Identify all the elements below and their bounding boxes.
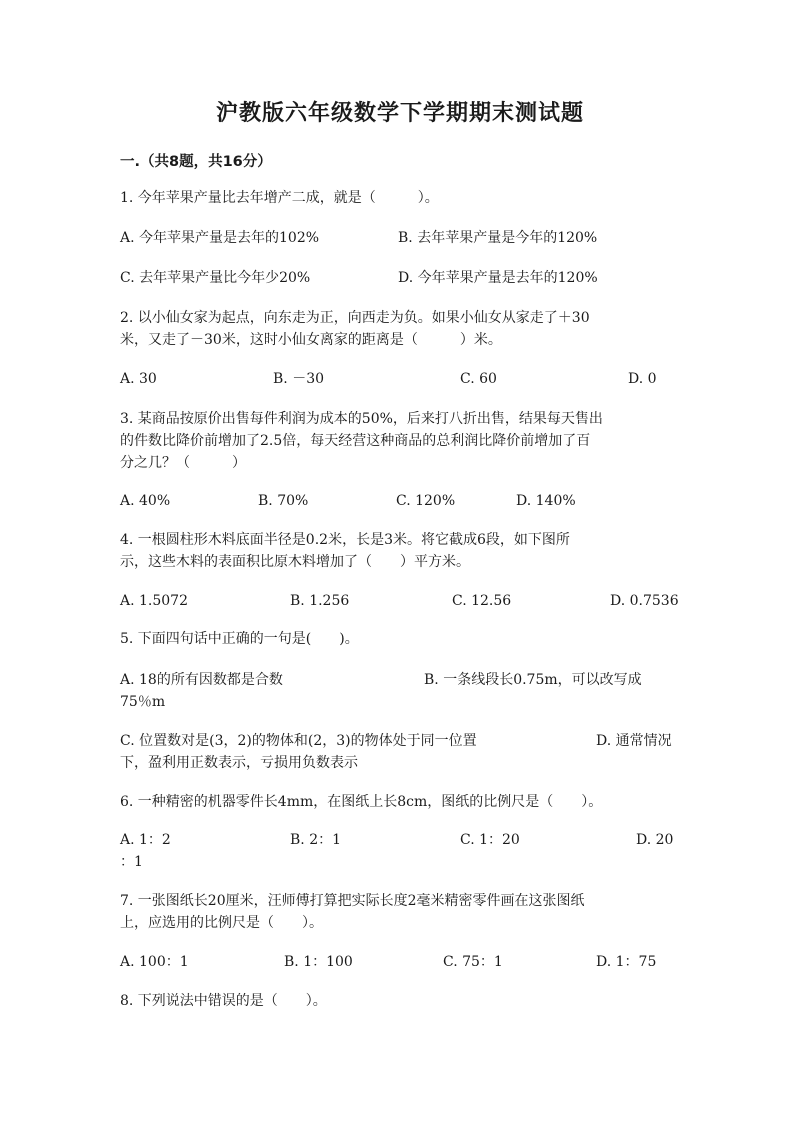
q2-option-d: D. 0 [628, 371, 657, 387]
question-1-stem: 1. 今年苹果产量比去年增产二成，就是（ ）。 [120, 190, 439, 206]
q2-option-c: C. 60 [460, 371, 497, 387]
q3-option-c: C. 120% [396, 493, 456, 509]
q5-option-b-cont: 75％m [120, 694, 166, 710]
q5-option-d-cont: 下，盈利用正数表示，亏损用负数表示 [120, 755, 358, 771]
q6-option-d: D. 20 [636, 832, 674, 848]
q5-option-d: D. 通常情况 [596, 733, 672, 749]
question-4-stem-line2: 示，这些木料的表面积比原木料增加了（ ）平方米。 [120, 554, 470, 570]
q7-option-a: A. 100：1 [120, 954, 189, 970]
question-7-stem-line2: 上，应选用的比例尺是（ ）。 [120, 915, 323, 931]
question-3-stem-line2: 的件数比降价前增加了2.5倍，每天经营这种商品的总利润比降价前增加了百 [120, 433, 591, 449]
question-7-stem-line1: 7. 一张图纸长20厘米，汪师傅打算把实际长度2毫米精密零件画在这张图纸 [120, 893, 585, 909]
q6-option-b: B. 2：1 [290, 832, 342, 848]
q7-option-d: D. 1：75 [596, 954, 657, 970]
q7-option-b: B. 1：100 [284, 954, 353, 970]
question-3-stem-line3: 分之几？（ ） [120, 455, 246, 471]
question-6-stem: 6. 一种精密的机器零件长4mm，在图纸上长8cm，图纸的比例尺是（ ）。 [120, 794, 603, 810]
q6-option-c: C. 1：20 [460, 832, 520, 848]
q1-option-b: B. 去年苹果产量是今年的120% [398, 230, 598, 246]
q3-option-d: D. 140% [516, 493, 576, 509]
q1-option-a: A. 今年苹果产量是去年的102% [120, 230, 320, 246]
q4-option-c: C. 12.56 [452, 593, 512, 609]
q1-option-d: D. 今年苹果产量是去年的120% [398, 270, 598, 286]
question-4-stem-line1: 4. 一根圆柱形木料底面半径是0.2米，长是3米。将它截成6段，如下图所 [120, 532, 570, 548]
q5-option-a: A. 18的所有因数都是合数 [120, 672, 283, 688]
q7-option-c: C. 75：1 [443, 954, 503, 970]
question-3-stem-line1: 3. 某商品按原价出售每件利润为成本的50%，后来打八折出售，结果每天售出 [120, 411, 603, 427]
q6-option-d-cont: ：1 [120, 854, 143, 870]
question-5-stem: 5. 下面四句话中正确的一句是( )。 [120, 631, 359, 647]
page-title: 沪教版六年级数学下学期期末测试题 [215, 101, 584, 126]
q4-option-d: D. 0.7536 [610, 593, 679, 609]
q2-option-a: A. 30 [120, 371, 157, 387]
q4-option-b: B. 1.256 [290, 593, 350, 609]
q6-option-a: A. 1：2 [120, 832, 171, 848]
q1-option-c: C. 去年苹果产量比今年少20% [120, 270, 311, 286]
q4-option-a: A. 1.5072 [120, 593, 188, 609]
q5-option-c: C. 位置数对是(3，2)的物体和(2，3)的物体处于同一位置 [120, 733, 477, 749]
question-8-stem: 8. 下列说法中错误的是（ ）。 [120, 993, 327, 1009]
q3-option-b: B. 70% [258, 493, 309, 509]
question-2-stem-line2: 米，又走了－30米，这时小仙女离家的距离是（ ）米。 [120, 332, 502, 348]
q5-option-b: B. 一条线段长0.75m，可以改写成 [424, 672, 642, 688]
q3-option-a: A. 40% [120, 493, 171, 509]
section-header: 一.（共8题，共16分） [120, 154, 272, 170]
question-2-stem-line1: 2. 以小仙女家为起点，向东走为正，向西走为负。如果小仙女从家走了＋30 [120, 310, 590, 326]
q2-option-b: B. －30 [273, 371, 325, 387]
